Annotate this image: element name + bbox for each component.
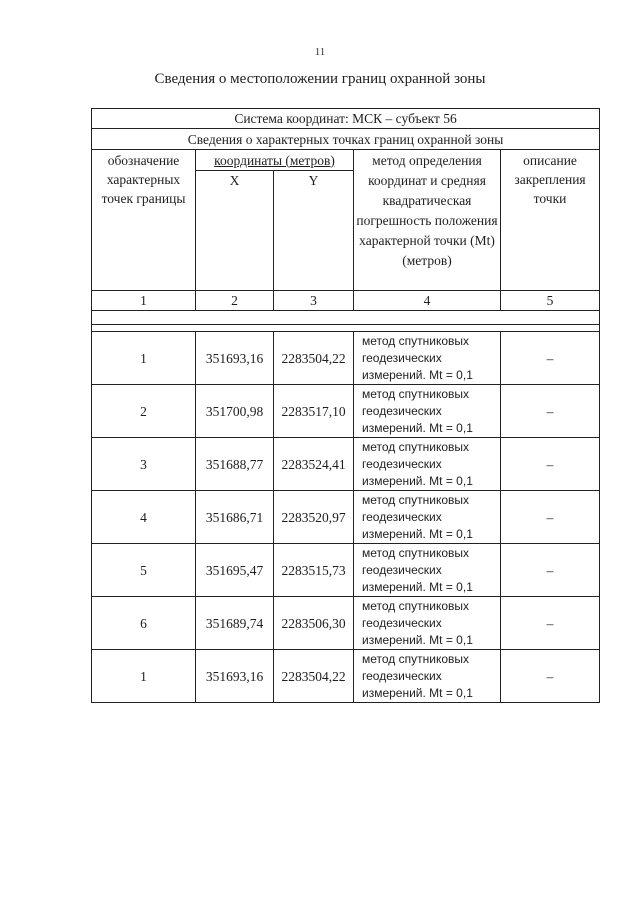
header-y: Y	[274, 171, 354, 291]
point-id: 4	[92, 491, 196, 544]
point-description: –	[501, 438, 600, 491]
spacer-row	[92, 311, 600, 325]
point-id: 6	[92, 597, 196, 650]
table-row	[92, 597, 600, 650]
point-description: –	[501, 650, 600, 703]
col-number: 2	[196, 291, 274, 311]
boundary-points-table	[91, 108, 600, 703]
point-description: –	[501, 597, 600, 650]
spacer-row	[92, 325, 600, 332]
method-text: метод спутниковых геодезических измерений. Mt = 0,1	[354, 438, 501, 491]
table-row	[92, 438, 600, 491]
coord-x: 351688,77	[196, 438, 274, 491]
coord-y: 2283506,30	[274, 597, 354, 650]
coord-x: 351693,16	[196, 332, 274, 385]
coord-system-label: Система координат: МСК – субъект 56	[92, 109, 600, 129]
coord-y: 2283520,97	[274, 491, 354, 544]
method-text: метод спутниковых геодезических измерений. Mt = 0,1	[354, 385, 501, 438]
coord-y: 2283517,10	[274, 385, 354, 438]
table-row	[92, 332, 600, 385]
coord-x: 351700,98	[196, 385, 274, 438]
point-id: 2	[92, 385, 196, 438]
point-id: 5	[92, 544, 196, 597]
coord-y: 2283524,41	[274, 438, 354, 491]
point-description: –	[501, 491, 600, 544]
point-id: 1	[92, 650, 196, 703]
col-number: 1	[92, 291, 196, 311]
table-row	[92, 491, 600, 544]
col-number: 5	[501, 291, 600, 311]
coord-y: 2283515,73	[274, 544, 354, 597]
page-number: 11	[314, 46, 326, 58]
point-id: 3	[92, 438, 196, 491]
method-text: метод спутниковых геодезических измерений. Mt = 0,1	[354, 491, 501, 544]
section-title: Сведения о характерных точках границ охранной зоны	[92, 129, 600, 150]
header-description: описание закрепления точки	[501, 150, 600, 291]
table-row	[92, 544, 600, 597]
page-title: Сведения о местоположении границ охранной зоны	[154, 71, 486, 87]
coord-x: 351686,71	[196, 491, 274, 544]
method-text: метод спутниковых геодезических измерений. Mt = 0,1	[354, 544, 501, 597]
table-row	[92, 650, 600, 703]
header-x: X	[196, 171, 274, 291]
coord-x: 351693,16	[196, 650, 274, 703]
coord-x: 351695,47	[196, 544, 274, 597]
point-description: –	[501, 544, 600, 597]
point-description: –	[501, 332, 600, 385]
coord-x: 351689,74	[196, 597, 274, 650]
table-row	[92, 385, 600, 438]
coord-y: 2283504,22	[274, 332, 354, 385]
method-text: метод спутниковых геодезических измерений. Mt = 0,1	[354, 332, 501, 385]
col-number: 4	[354, 291, 501, 311]
header-method: метод определения координат и средняя квадратическая погрешность положения характерной точки (Mt) (метров)	[354, 150, 501, 291]
method-text: метод спутниковых геодезических измерений. Mt = 0,1	[354, 650, 501, 703]
method-text: метод спутниковых геодезических измерений. Mt = 0,1	[354, 597, 501, 650]
coord-y: 2283504,22	[274, 650, 354, 703]
point-id: 1	[92, 332, 196, 385]
col-number: 3	[274, 291, 354, 311]
header-coordinates: координаты (метров)	[196, 150, 354, 171]
header-point-designation: обозначение характерных точек границы	[92, 150, 196, 291]
point-description: –	[501, 385, 600, 438]
